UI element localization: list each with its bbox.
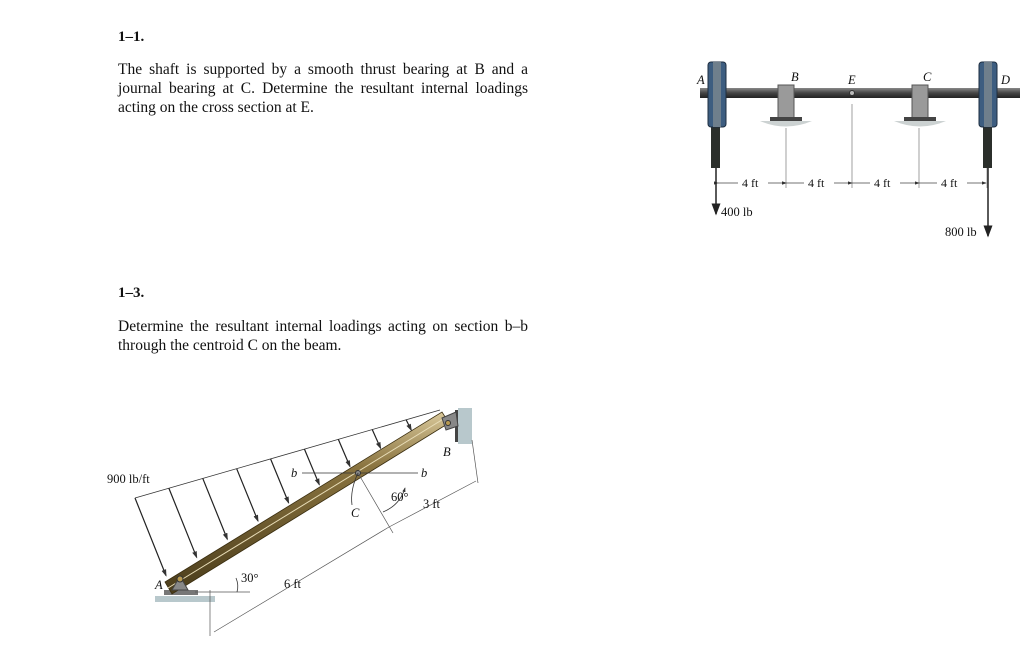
label-b-right: b [421, 466, 428, 480]
label-b-beam: B [443, 445, 451, 459]
dim-ec: 4 ft [874, 176, 891, 190]
load-arrow [372, 430, 380, 449]
load-arrow [271, 459, 289, 503]
label-b: B [791, 70, 799, 84]
problem-1-1-statement: The shaft is supported by a smooth thrust bearing at B and a journal bearing at C. Determine the resultant internal loadings acting on the cross section at E. [118, 61, 528, 116]
dim-3ft-label: 3 ft [423, 497, 441, 511]
shaft [700, 88, 1020, 98]
load-left-label: 400 lb [721, 205, 753, 219]
angle-60-label: 60° [391, 490, 409, 504]
problem-1-1-number: 1–1. [118, 29, 145, 45]
dim-be: 4 ft [808, 176, 825, 190]
pulley-a [708, 62, 726, 127]
dim-ab: 4 ft [742, 176, 759, 190]
load-arrow [135, 498, 166, 576]
label-b-left: b [291, 466, 298, 480]
problem-1-3-statement: Determine the resultant internal loadings acting on section b–b through the centroid C on the beam. [118, 318, 528, 354]
load-arrow [203, 478, 228, 539]
label-e: E [848, 73, 856, 87]
point-e [850, 91, 855, 96]
label-a: A [697, 73, 705, 87]
label-c: C [923, 70, 932, 84]
label-d: D [1001, 73, 1011, 87]
load-arrow [169, 488, 197, 557]
label-a-beam: A [155, 578, 163, 592]
dim-6ft-label: 6 ft [284, 577, 302, 591]
dim-cd: 4 ft [941, 176, 958, 190]
load-arrow [237, 469, 258, 521]
problem-1-3-number: 1–3. [118, 285, 145, 301]
distributed-load-label: 900 lb/ft [107, 472, 150, 486]
pulley-d [979, 62, 997, 127]
angle-30-label: 30° [241, 571, 259, 585]
distributed-load-arrows [135, 420, 411, 576]
load-arrow [304, 449, 319, 485]
load-right-label: 800 lb [945, 225, 977, 239]
load-arrow [338, 439, 350, 466]
load-arrow [406, 420, 411, 430]
label-c-beam: C [351, 506, 360, 520]
